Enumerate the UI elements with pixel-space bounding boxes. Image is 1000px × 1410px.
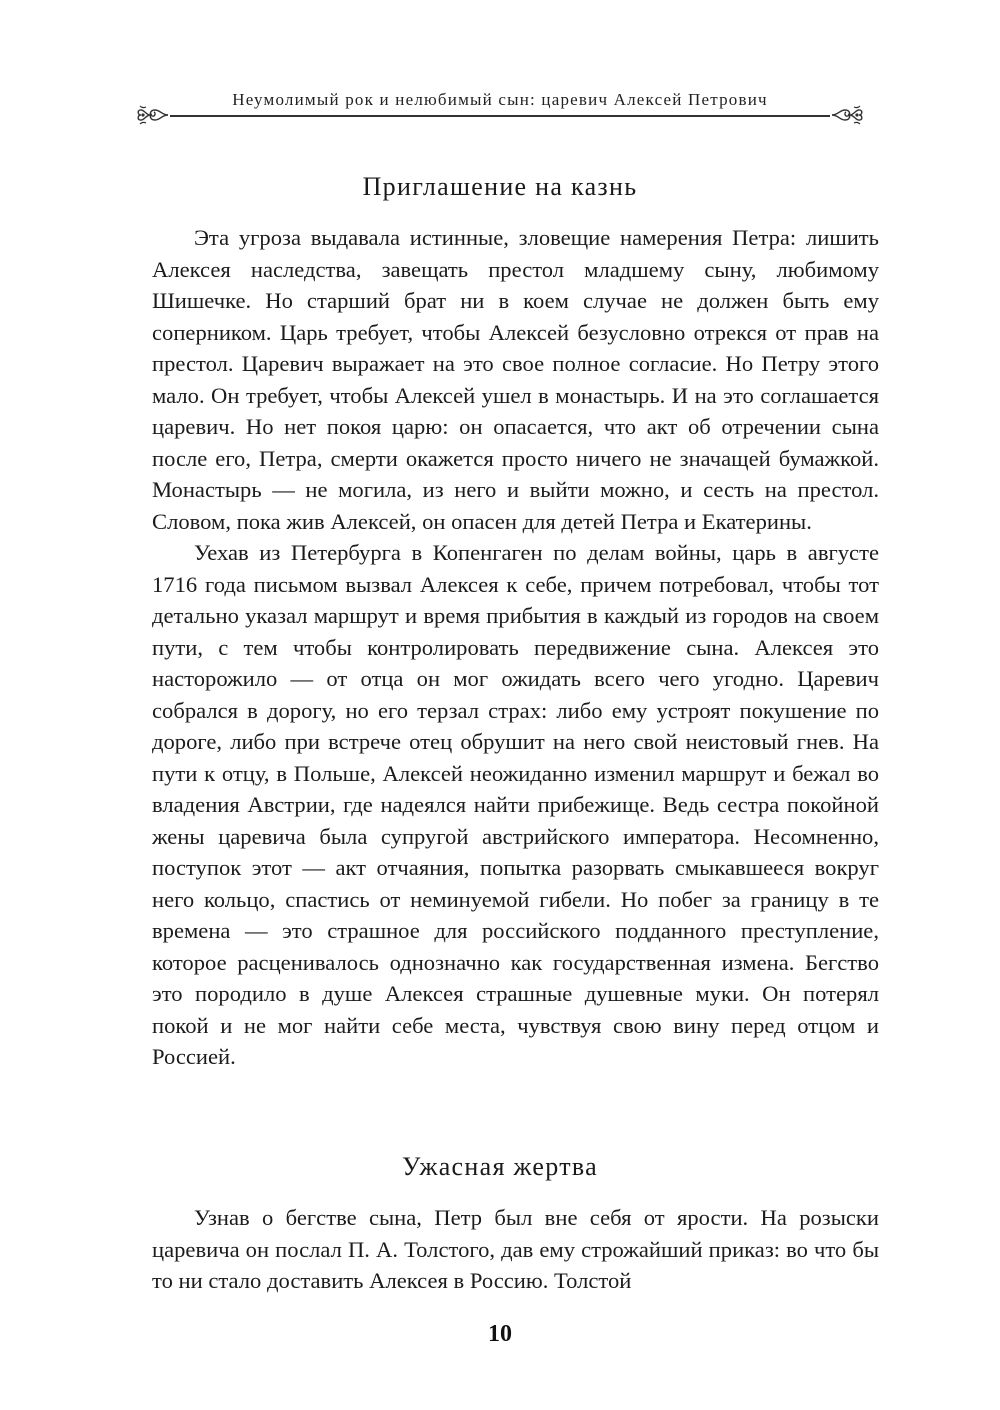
- floral-ornament-icon: [830, 102, 866, 128]
- section-body: [152, 1202, 879, 1297]
- section-heading: Ужасная жертва: [402, 1152, 598, 1181]
- running-header: [130, 84, 870, 134]
- running-title: Неумолимый рок и нелюбимый сын: царевич Алексей Петрович: [232, 90, 768, 109]
- section-heading: Приглашение на казнь: [362, 172, 638, 201]
- page-number: 10: [488, 1321, 512, 1347]
- paragraph: Эта угроза выдавала истинные, зловещие намерения Петра: лишить Алексея наследства, завещать престол младшему сыну, любимому Шишечке. Но старший брат ни в коем случае не должен быть ему соперником. Царь требует, чтобы Алексей безусловно отрекся от прав на престол. Царевич выражает на это свое полное согласие. Но Петру этого мало. Он требует, чтобы Алексей ушел в монастырь. И на это соглашается царевич. Но нет покоя царю: он опасается, что акт об отречении сына после его, Петра, смерти окажется просто ничего не значащей бумажкой. Монастырь — не могила, из него и выйти можно, и сесть на престол. Словом, пока жив Алексей, он опасен для детей Петра и Екатерины.: [152, 225, 879, 534]
- header-rule: [170, 115, 830, 117]
- paragraph: Уехав из Петербурга в Копенгаген по делам войны, царь в августе 1716 года письмом вызвал Алексея к себе, причем потребовал, чтобы тот детально указал маршрут и время прибытия в каждый из городов на своем пути, с тем чтобы контролировать передвижение сына. Алексея это насторожило — от отца он мог ожидать всего чего угодно. Царевич собрался в дорогу, но его терзал страх: либо ему устроят покушение по дороге, либо при встрече отец обрушит на него свой неистовый гнев. На пути к отцу, в Польше, Алексей неожиданно изменил маршрут и бежал во владения Австрии, где надеялся найти прибежище. Ведь сестра покойной жены царевича была супругой австрийского императора. Несомненно, поступок этот — акт отчаяния, попытка разорвать смыкавшееся вокруг него кольцо, спастись от неминуемой гибели. Но побег за границу в те времена — это страшное для российского подданного преступление, которое расценивалось однозначно как государственная измена. Бегство это породило в душе Алексея страшные душевные муки. Он потерял покой и не мог найти себе места, чувствуя свою вину перед отцом и Россией.: [152, 540, 879, 1069]
- section-body: [152, 222, 879, 1073]
- paragraph: Узнав о бегстве сына, Петр был вне себя от ярости. На розыски царевича он послал П. А. Толстого, дав ему строжайший приказ: во что бы то ни стало доставить Алексея в Россию. Толстой: [152, 1205, 879, 1293]
